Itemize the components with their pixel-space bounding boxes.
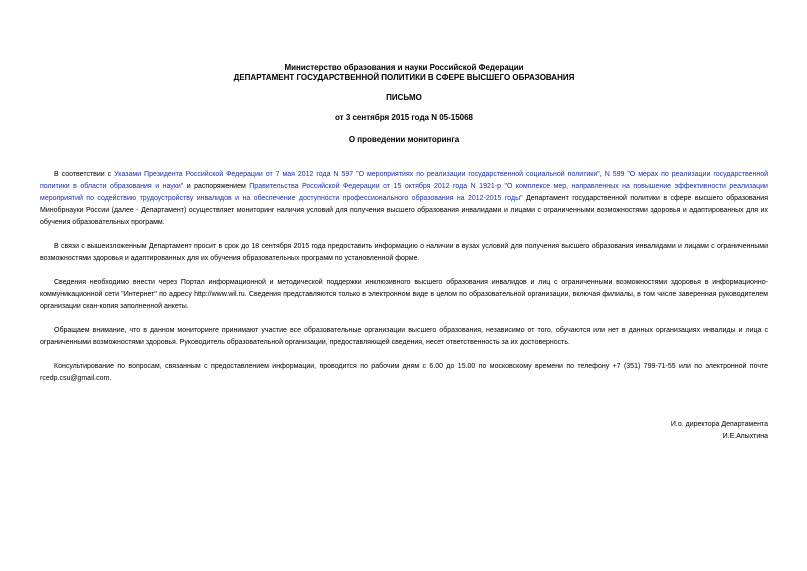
document-type: ПИСЬМО: [386, 93, 422, 102]
document-date-number: от 3 сентября 2015 года N 05-15068: [334, 113, 473, 122]
signature-position: И.о. директора Департамента: [670, 421, 768, 428]
department-name: ДЕПАРТАМЕНТ ГОСУДАРСТВЕННОЙ ПОЛИТИКИ В СФЕРЕ ВЫСШЕГО ОБРАЗОВАНИЯ: [233, 73, 575, 82]
p1-text-2: ,: [599, 171, 605, 178]
document-page: [40, 63, 768, 443]
p1-text-1: В соответствии с: [54, 171, 115, 178]
link-decree-599[interactable]: N 599 "О мерах по реализации государственной политики в области образования и науки": [40, 171, 769, 190]
ministry-name: Министерство образования и науки Российской Федерации: [284, 63, 524, 72]
signature-name: И.Е.Апыхтина: [722, 433, 768, 440]
link-order-1921[interactable]: Правительства Российской Федерации от 15 октября 2012 года N 1921-р "О комплексе мер, направленных на повышение эффективности реализации мероприятий по содействию трудоустройству инвалидов и на обеспечение доступности профессионального образования на 2012-2015 годы": [40, 183, 768, 202]
document-subject: О проведении мониторинга: [348, 135, 460, 144]
paragraph-3: Сведения необходимо внести через Портал информационной и методической поддержки инклюзивного высшего образования инвалидов и лиц с ограниченными возможностями здоровья в информационно-коммуникационной сети "Интернет" по адресу http://www.wil.ru. Сведения представляются только в электронном виде в целом по образовательной организации, включая филиалы, в том числе заверенная руководителем организации скан-копия заполненной анкеты.: [40, 279, 768, 310]
link-decree-597[interactable]: Указами Президента Российской Федерации от 7 мая 2012 года N 597 "О мероприятиях по реализации государственной социальной политики": [114, 171, 600, 178]
p1-text-3: и распоряжением: [183, 183, 250, 190]
paragraph-5: Консультирование по вопросам, связанным с предоставлением информации, проводится по рабочим дням с 6.00 до 15.00 по московскому времени по телефону +7 (351) 799-71-55 или по электронной почте rcedp.csu@gmail.com.: [40, 363, 768, 382]
paragraph-4: Обращаем внимание, что в данном мониторинге принимают участие все образовательные организации высшего образования, независимо от того, обучаются или нет в данных организациях инвалиды и лица с ограниченными возможностями здоровья. Руководитель образовательной организации, предоставляющей сведения, несет ответственность за их достоверность.: [40, 327, 768, 346]
paragraph-2: В связи с вышеизложенным Департамент просит в срок до 18 сентября 2015 года предоставить информацию о наличии в вузах условий для получения высшего образования инвалидами и лицами с ограниченными возможностями здоровья и адаптированных для их обучения образовательных программ по установленной форме.: [40, 243, 768, 262]
p1-text-4: Департамент государственной политики в сфере высшего образования Минобрнауки России (далее - Департамент) осуществляет мониторинг наличия условий для получения высшего образования инвалидами и лицами с ограниченными возможностями здоровья и адаптированных для их обучения образовательных программ.: [40, 195, 768, 226]
paragraph-1: [40, 169, 768, 229]
